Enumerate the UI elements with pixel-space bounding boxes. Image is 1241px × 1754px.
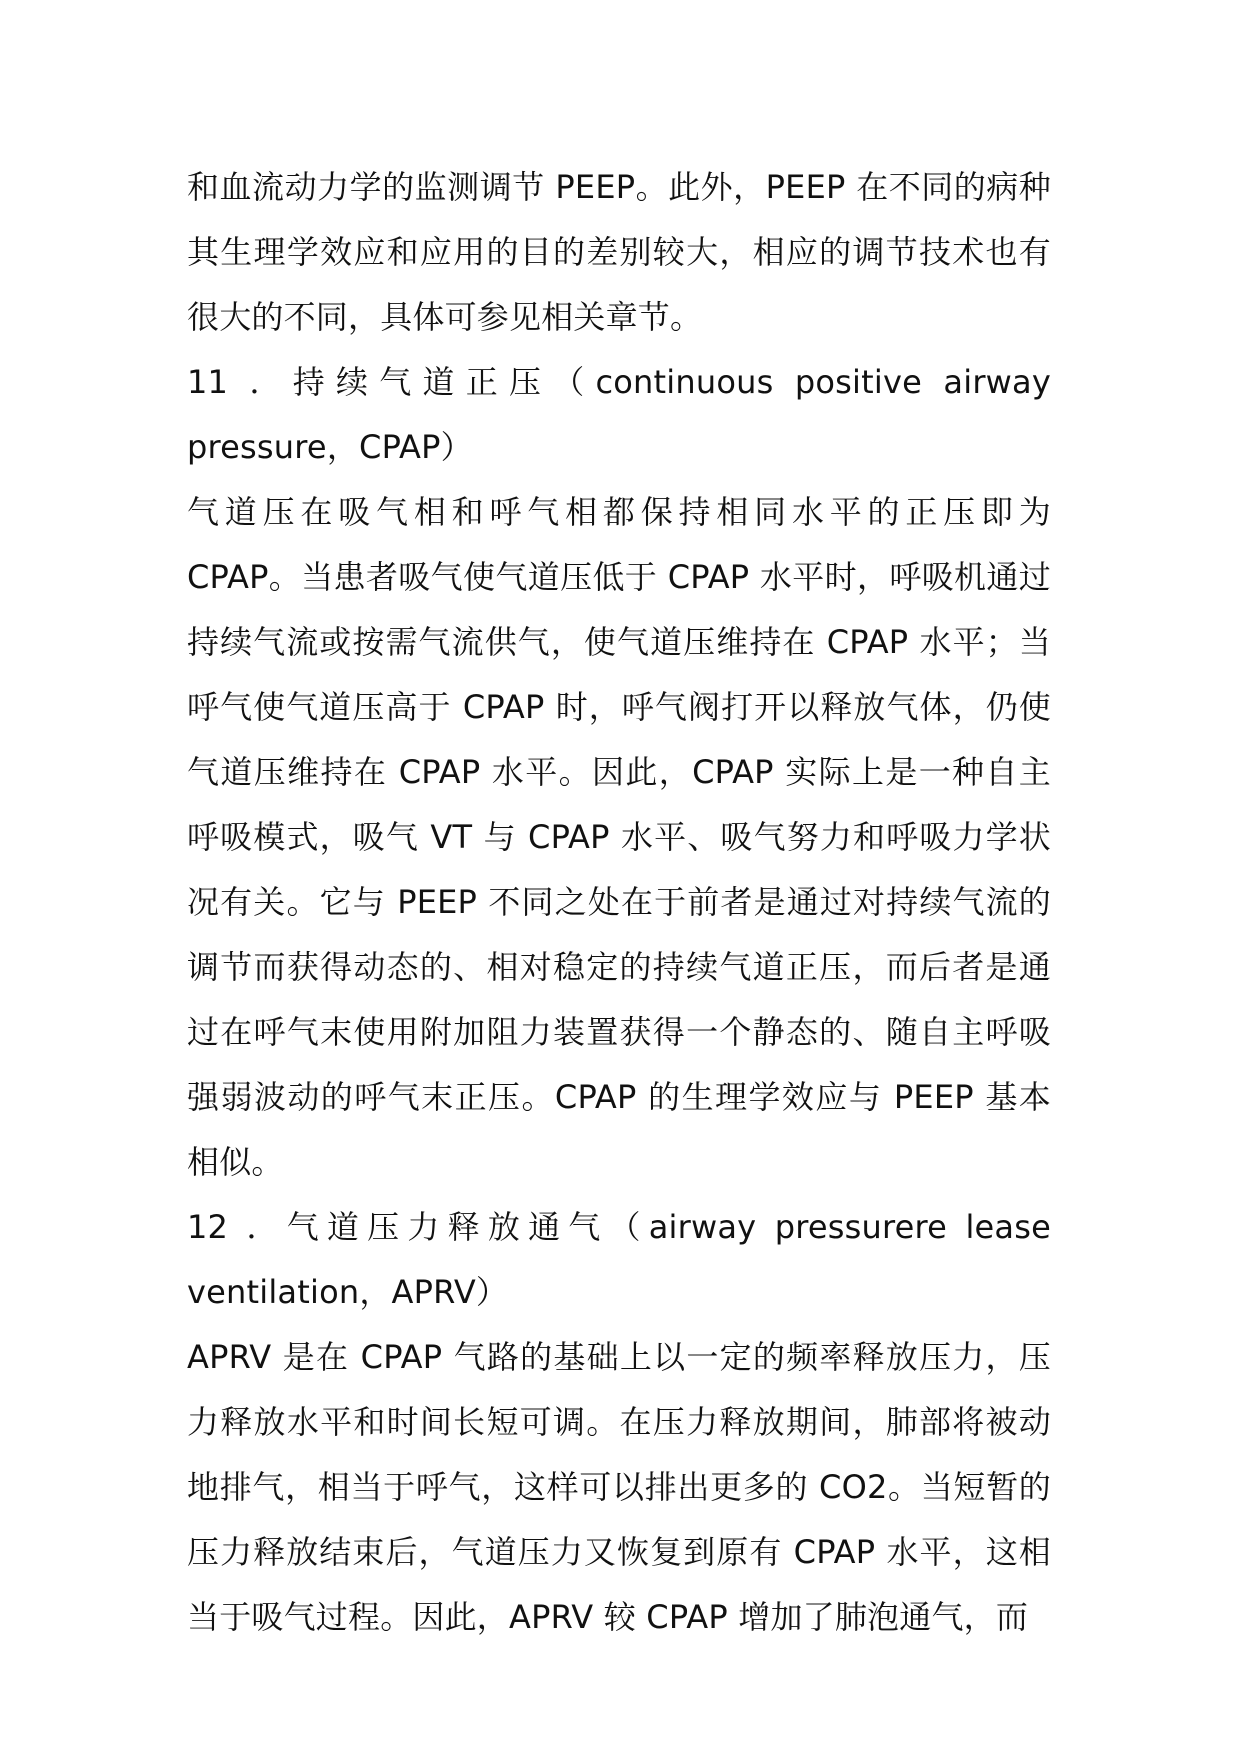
section-12-heading: 12 ．气道压力释放通气（airway pressurere lease ventilation，APRV）	[187, 1208, 1051, 1311]
section-11-body: 气道压在吸气相和呼气相都保持相同水平的正压即为 CPAP。当患者吸气使气道压低于 CPAP 水平时，呼吸机通过持续气流或按需气流供气，使气道压维持在 CPAP 水平；当呼气使气道压高于 CPAP 时，呼气阀打开以释放气体，仍使气道压维持在 CPAP 水平。因此，CPAP 实际上是一种自主呼吸模式，吸气 VT 与 CPAP 水平、吸气努力和呼吸力学状况有关。它与 PEEP 不同之处在于前者是通过对持续气流的调节而获得动态的、相对稳定的持续气道正压，而后者是通过在呼气末使用附加阻力装置获得一个静态的、随自主呼吸强弱波动的呼气末正压。CPAP 的生理学效应与 PEEP 基本相似。	[187, 493, 1051, 1181]
section-11-heading: 11 ．持续气道正压（continuous positive airway pressure，CPAP）	[187, 363, 1051, 466]
section-12-body: APRV 是在 CPAP 气路的基础上以一定的频率释放压力，压力释放水平和时间长短可调。在压力释放期间，肺部将被动地排气，相当于呼气，这样可以排出更多的 CO2。当短暂的压力释放结束后，气道压力又恢复到原有 CPAP 水平，这相当于吸气过程。因此，APRV 较 CPAP 增加了肺泡通气，而	[187, 1338, 1051, 1636]
document-body	[187, 155, 1051, 1650]
intro-paragraph: 和血流动力学的监测调节 PEEP。此外，PEEP 在不同的病种其生理学效应和应用的目的差别较大，相应的调节技术也有很大的不同，具体可参见相关章节。	[187, 168, 1051, 336]
